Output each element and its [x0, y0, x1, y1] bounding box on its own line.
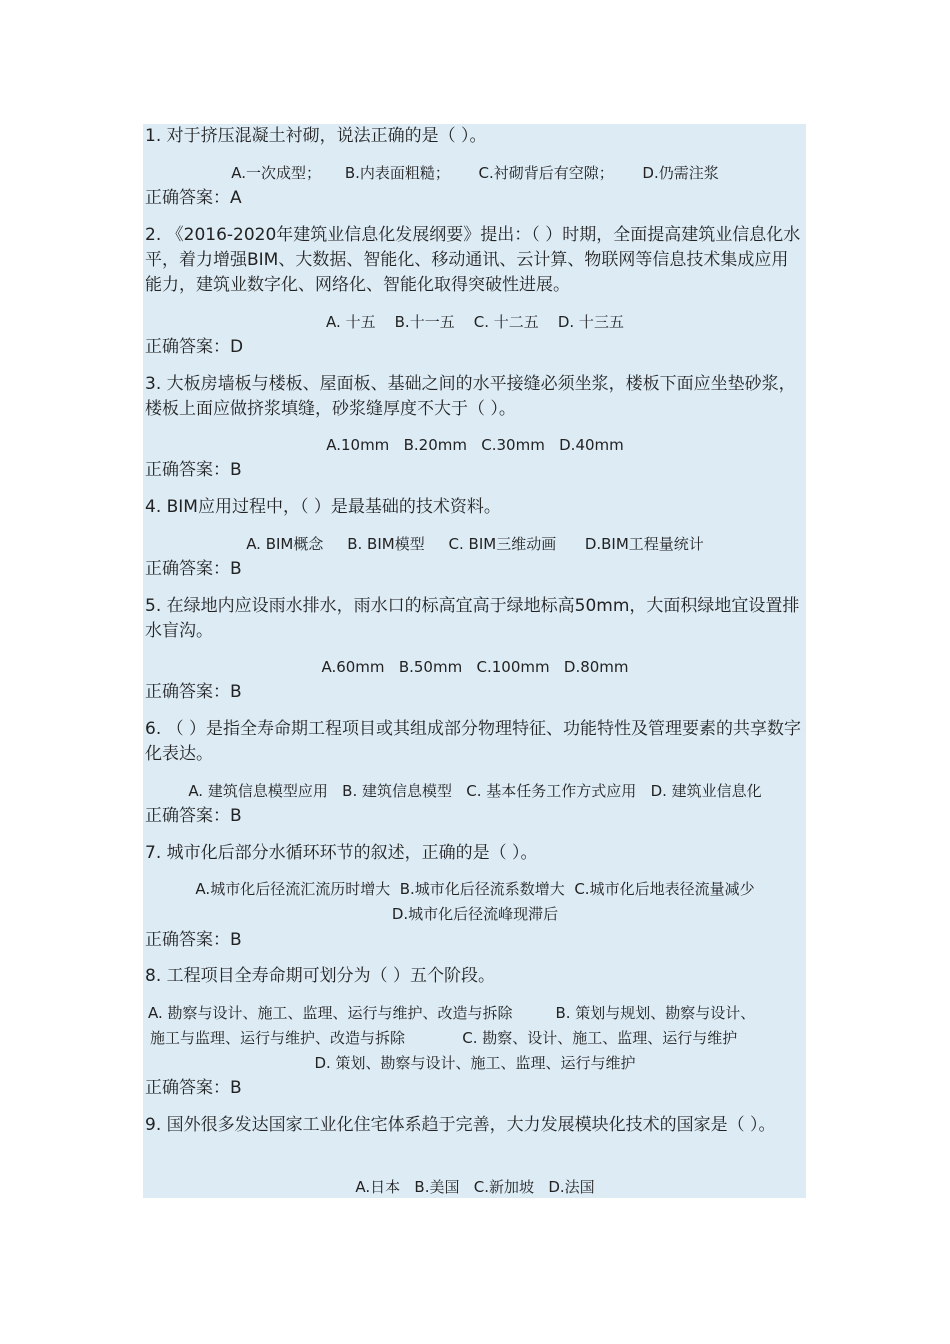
question-7-answer: 正确答案：B [145, 930, 242, 950]
question-2-answer: 正确答案：D [145, 337, 244, 357]
question-7: 7. 城市化后部分水循环环节的叙述，正确的是（ ）。 [145, 843, 538, 863]
question-8: 8. 工程项目全寿命期可划分为（ ）五个阶段。 [145, 966, 496, 986]
question-7-options-line-2: D.城市化后径流峰现滞后 [391, 905, 559, 923]
question-8-options-line-3: D. 策划、勘察与设计、施工、监理、运行与维护 [314, 1054, 636, 1072]
question-2-options: A. 十五 B.十一五 C. 十二五 D. 十三五 [326, 313, 624, 331]
question-1-answer: 正确答案：A [145, 188, 242, 208]
question-8-options-line-1: A. 勘察与设计、施工、监理、运行与维护、改造与拆除 B. 策划与规划、勘察与设计、 [148, 1004, 756, 1022]
question-9: 9. 国外很多发达国家工业化住宅体系趋于完善，大力发展模块化技术的国家是（ ）。 [145, 1115, 776, 1135]
question-3-options: A.10mm B.20mm C.30mm D.40mm [326, 436, 624, 454]
question-5-answer: 正确答案：B [145, 682, 242, 702]
question-5-options: A.60mm B.50mm C.100mm D.80mm [321, 658, 629, 676]
question-7-options-line-1: A.城市化后径流汇流历时增大 B.城市化后径流系数增大 C.城市化后地表径流量减少 [195, 880, 755, 898]
question-6-options: A. 建筑信息模型应用 B. 建筑信息模型 C. 基本任务工作方式应用 D. 建筑业信息化 [188, 782, 762, 800]
question-1-options: A.一次成型； B.内表面粗糙； C.衬砌背后有空隙； D.仍需注浆 [231, 164, 719, 182]
question-9-options: A.日本 B.美国 C.新加坡 D.法国 [355, 1178, 595, 1196]
question-3-answer: 正确答案：B [145, 460, 242, 480]
question-6-answer: 正确答案：B [145, 806, 242, 826]
question-5: 5. 在绿地内应设雨水排水，雨水口的标高宜高于绿地标高50mm，大面积绿地宜设置排水盲沟。 [145, 596, 800, 641]
question-8-options-line-2: 施工与监理、运行与维护、改造与拆除 C. 勘察、设计、施工、监理、运行与维护 [150, 1029, 738, 1047]
question-1: 1. 对于挤压混凝土衬砌，说法正确的是（ ）。 [145, 126, 487, 146]
question-4-answer: 正确答案：B [145, 559, 242, 579]
question-4: 4. BIM应用过程中，（ ）是最基础的技术资料。 [145, 497, 501, 517]
question-4-options: A. BIM概念 B. BIM模型 C. BIM三维动画 D.BIM工程量统计 [246, 535, 704, 553]
question-8-answer: 正确答案：B [145, 1078, 242, 1098]
question-3: 3. 大板房墙板与楼板、屋面板、基础之间的水平接缝必须坐浆，楼板下面应坐垫砂浆，楼板上面应做挤浆填缝，砂浆缝厚度不大于（ ）。 [145, 374, 796, 419]
question-2: 2. 《2016-2020年建筑业信息化发展纲要》提出：（ ）时期，全面提高建筑业信息化水平，着力增强BIM、大数据、智能化、移动通讯、云计算、物联网等信息技术集成应用能力，建筑业数字化、网络化、智能化取得突破性进展。 [145, 225, 801, 295]
question-6: 6. （ ）是指全寿命期工程项目或其组成部分物理特征、功能特性及管理要素的共享数字化表达。 [145, 719, 802, 764]
